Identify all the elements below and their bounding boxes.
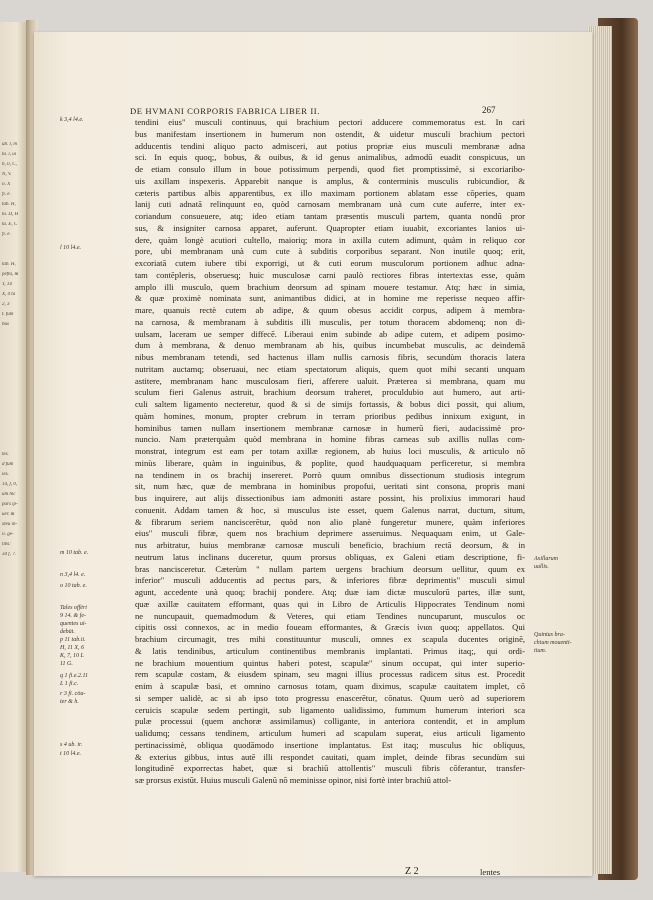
margin-note-left: debūt.: [60, 629, 75, 635]
text-line: adducentis tendini aliquo pacto admisceri, aut potius propriæ eius musculi membranæ adna: [135, 140, 525, 151]
left-page-fragment: tab. H,: [2, 202, 16, 207]
text-line: sci. In equis quoq;, bobus, & ouibus, & id genus animalibus, admodū euadit conspicuus, un: [135, 152, 525, 163]
left-page-fragment: 14, f, 0,: [2, 482, 18, 487]
left-page-fragment: ta. D, H: [2, 212, 19, 217]
left-page-fragment: X, 4 ta: [2, 292, 16, 297]
margin-note-left: m 10 tab. e.: [60, 550, 89, 556]
text-line: quàm homines, monum, propter crebrum in terram prioribus pedibus innixum exigunt, in: [135, 410, 525, 421]
text-line: cipitis ossi connexos, ac in medio foueam efformantes, & Græcis ἰνιαι quoq; appellatos. Qui: [135, 622, 525, 633]
left-page-fragment: uer. &: [2, 512, 15, 517]
left-page-fragment: 34 f, ?.: [2, 552, 16, 557]
left-page-fragment: tibs:: [2, 542, 11, 547]
text-line: hominibus tamen nullam insertionem membranæ carnosæ in humerū fieri, audacissimè pro-: [135, 422, 525, 433]
margin-note-left: K, 7, 10 L: [60, 653, 84, 659]
left-page-fragment: ta. E, C: [2, 222, 18, 227]
margin-note-left: H, 11 X, 6: [60, 645, 85, 651]
catchword: lentes: [480, 867, 501, 877]
text-line: ne nuncupauit, quemadmodum & Veteres, qui etiam Tendines nuncuparunt, musculos oc: [135, 610, 525, 621]
text-line: quæ axillæ cauitatem efformant, quas qui in Libro de Articulis Hippocrates Tendinum nomi: [135, 598, 525, 609]
margin-note-right: chium mouenti-: [534, 640, 572, 646]
text-line: si semper ualidè, ac si ab ipso toto progressu enascerētur, cōnatus. Quum uerò ad superiorem: [135, 692, 525, 703]
margin-note-left: 9 14. & fe-: [60, 613, 86, 619]
text-line: cæteris partibus albis apparentibus, ex illo maximam portionem ablatam esse cōperies, quam: [135, 187, 525, 198]
left-page-fragment: 2, 3: [2, 302, 10, 307]
margin-note-left: k 3,4 l4.e.: [60, 117, 84, 123]
margin-note-left: o 10 tab. e.: [60, 583, 87, 589]
text-line: & quæ proximè nominata sunt, animantibus didici, at in homine me reperisse nequeo affir-: [135, 293, 525, 304]
left-page-edge: [0, 22, 28, 872]
signature-mark: Z 2: [405, 866, 419, 877]
margin-note-left: t 10 l4.e.: [60, 751, 81, 757]
left-page-fragment: d fūm: [2, 462, 14, 467]
text-line: conuenit. Addam tamen & hoc, si musculus iste esset, quem Galenus narrat, ductum, situm,: [135, 504, 525, 515]
text-line: ualidumq; cessans tendinem, articulum humeri ad scapulam superat, eius articuli ligamento: [135, 728, 525, 738]
text-line: sus, & insigniter carnosa apparet, auferunt. Quapropter etiam iuuabit, excoriantes lanios ui-: [135, 222, 525, 233]
text-line: inferior" musculi adducentis ad pectus pars, & inferiores fibræ deprimentis" musculi simul: [135, 575, 525, 586]
margin-note-left: n 3,4 l4. e.: [60, 572, 86, 578]
page-number: 267: [482, 105, 496, 115]
text-line: de etiam consulo illum in boue potissimum perpendi, quod fiet promptissimè, si excoriaribo-: [135, 164, 525, 174]
text-line: brachium circumagit, tres mihi constituuntur musculi, omnes ex scapula ducentes originē,: [135, 634, 525, 644]
text-line: pore, ubi membranam unà cum cute à subditis corporibus separant. Non inutile quoq; erit,: [135, 246, 525, 257]
margin-note-left: r 3 fi. cōu-: [60, 691, 86, 697]
left-page-fragment: T, 14: [2, 282, 12, 287]
text-line: nibus membranam tetendi, sed hactenus illam nullis carnosis fibris, secundùm thoracis latera: [135, 352, 525, 362]
text-line: neutrum latus inclinans duceretur, quum prorsus obliquas, ex Galeni etiam descriptione, fi-: [135, 551, 525, 562]
left-page-fragment: xteu in-: [2, 522, 18, 527]
left-page-fragment: ies.: [2, 472, 9, 477]
body-text: [135, 117, 525, 787]
left-page-fragment: bus: [2, 322, 9, 327]
text-line: eius" musculi fibræ, quem nos brachium deprimere asseruimus. Nequaquam enim, ut Gale-: [135, 528, 525, 539]
text-line: bras nancisceretur. Cæterùm " nullam partem uergens brachium deorsum uellitur, quum ex: [135, 563, 525, 574]
margin-note-right: tium.: [534, 648, 547, 654]
text-line: sit, num hæc, quæ de membrana in hominibus propofui, ueritati sint consona, propris mani: [135, 481, 525, 492]
text-line: na carnosa, & membranam à subditis illi musculis, per totum thoracem abdomenq; non di-: [135, 316, 525, 327]
left-page-fragment: ub. l, m: [2, 142, 17, 147]
text-line: sculum fieri Galenus astruit, brachium deorsum traheret, proculdubio aut humero, aut arti-: [135, 387, 525, 398]
text-line: & exterius gibbus, intus autē illi respondet cauitati, quam implet, deinde fibras secundùm sui: [135, 751, 525, 762]
text-line: minùs liberare, quàm in inguinibus, & poplite, quod haudquaquam perficeretur, si membra: [135, 457, 525, 468]
running-head: DE HVMANI CORPORIS FABRICA LIBER II.: [130, 106, 320, 116]
margin-note-left: quentes ui-: [60, 621, 87, 627]
text-line: pertinacissimè, obliqua quodāmodo insertione implantatus. Est itaq; musculus hic obliquus,: [135, 739, 525, 750]
margin-note-left: L 1 fi.c.: [60, 681, 79, 687]
left-page-fragment: ta. i, ui: [2, 152, 17, 157]
text-line: tam contēpleris, obseruesq; huic musculosæ carni paulò rectiores fibras intertextas esse, quàm: [135, 269, 525, 280]
left-page-fragment: ii. X: [2, 182, 11, 187]
left-page-fragment: pefta, &: [2, 272, 19, 277]
text-line: agunt, accedente unà quoq; brachij pondere. Atq; duæ iam dictæ musculorū partes, illæ sunt,: [135, 587, 525, 597]
margin-note-right: uallis.: [534, 564, 549, 570]
margin-note-right: Axillarum: [534, 556, 558, 562]
text-line: enim à scapulæ basi, et omnino carnosus totam, quam diximus, scapulæ cauitatem implet, cō: [135, 681, 525, 691]
text-line: nutritam auctamq; obseruaui, nec etiam spectatorum aliquis, quem quot mihi secanti unquam: [135, 363, 525, 374]
text-line: mare, quanuis rectè cutem ab adipe, & quum obesus accidit corpus, adipem à membra-: [135, 305, 525, 315]
text-line: dum à membrana, & denuo membranam ab his, quibus incumbebat musculis, ac deindemā: [135, 340, 525, 351]
left-page-fragment: fi. e.: [2, 192, 11, 197]
left-page-fragment: pars ip-: [2, 502, 18, 507]
text-line: pulæ processui (quem anchoræ assimilamus) colligante, in anteriora contendit, et in amplum: [135, 716, 525, 727]
margin-note-left: l 10 l4.e.: [60, 245, 81, 251]
text-line: & fibrarum seriem nanciscerētur, quòd non alio planè fungeretur munere, quàm inferiores: [135, 516, 525, 527]
text-line: monstrat, integrum est eam per totam axillæ regionem, ab huius loci musculis, & articulo nō: [135, 446, 525, 456]
margin-note-right: Quintus bra-: [534, 632, 565, 638]
text-line: coriandum consueuere, atq; ideo etiam tantam præsentis musculi partem, quanta nondū pror: [135, 211, 525, 221]
left-page-fragment: t. fūm: [2, 312, 14, 317]
text-line: amplo illi musculo, quem brachium deorsum ad spinam mouere testamur. Atq; hæc in simia,: [135, 281, 525, 292]
text-line: lanij cuti adnatā relinquunt eo, quòd carnosam membranam unà cum cute auferre, inter ex-: [135, 199, 525, 210]
text-line: bus inquirere, aut alijs dissectionibus iam admoniti astare possint, his prolixius immorari haud: [135, 493, 525, 503]
text-line: nuncio. Nam præterquàm quòd membrana in homine fibras carneas sub axillis nullas com-: [135, 434, 525, 445]
left-page-fragment: N, V.: [2, 172, 12, 177]
margin-note-left: Tales offēri: [60, 605, 87, 611]
margin-note-left: s 4 ub. ir.: [60, 742, 83, 748]
margin-note-left: ter & h.: [60, 699, 79, 705]
left-page-fragment: ii. ge-: [2, 532, 14, 537]
text-line: culi saltem ligamento necteretur, quod & si de simijs fortassis, & bobus dici possit, qui alium,: [135, 399, 525, 409]
margin-note-left: q 1 fi.e.2.11: [60, 673, 89, 679]
text-line: tendini eius" musculi continuus, qui brachium pectori adducere commemoratus est. In cari: [135, 117, 525, 127]
margin-note-left: 11 G.: [60, 661, 73, 667]
text-line: ceruicis scapulæ sedem pertingit, sub ligamento ualidissimo, fummum humerum interiori sca: [135, 704, 525, 715]
left-page-fragment: tes.: [2, 452, 9, 457]
left-page-fragment: tab. H,: [2, 262, 16, 267]
text-line: sæ prorsus existūt. Huius musculi Galenū nō meminisse opinor, nisi fortè inter brachiū attol-: [135, 775, 452, 785]
text-line: ne brachium mouentium quintus haberi potest, scapulæ" sinum occupat, qui inter superio-: [135, 657, 525, 668]
text-line: excoriatā cutem iubere tibi exporrigi, ut & cuti eorum musculorum portionem adhuc adna-: [135, 258, 525, 268]
margin-note-left: p 11 tab.ii.: [60, 637, 86, 643]
left-page-fragment: b, ii, C,: [2, 162, 17, 167]
text-line: nus arbitratur, huius membranæ carnosæ musculi beneficio, brachium rectā deorsum, & in: [135, 540, 525, 550]
text-line: & latis tendinibus, articulum continentibus membranis implantati. Primus itaq;, qui ordi-: [135, 645, 525, 656]
text-line: bus manifestam insertionem in humerum non ostendit, & uidetur musculi brachium pectori: [135, 128, 525, 139]
text-line: rem scapulæ costam, & eiusdem spinam, seu magni illius processus radicem situs est. Procedit: [135, 669, 525, 680]
text-line: astitere, membranam hanc musculosam fieri, afferere ualuit. Præterea si membrana, quam mu: [135, 375, 525, 386]
text-line: longitudinē exporrectas habet, quæ si brachiū attollentis" musculi fibris cōferantur, transfer-: [135, 763, 525, 774]
left-page-fragment: um hic: [2, 492, 16, 497]
text-line: uulsam, laceram ue semper diffecē. Liberaui enim subinde ab adipe cutem, et adipem posimo-: [135, 328, 525, 339]
text-line: uis axillam inspexeris. Apparebit nanque is amplus, & conterminis musculis rubicundior, &: [135, 175, 525, 186]
right-page: [34, 32, 592, 876]
text-line: na tendinem in os brachij insereret. Porrò quum omnibus dissectionum studiosis integrum: [135, 469, 525, 480]
text-line: dere, quàm longè acutiori cultello, maioriq; mora in axilla cutem adimunt, quàm in reliquo cor: [135, 234, 525, 245]
left-page-fragment: fi. e.: [2, 232, 11, 237]
